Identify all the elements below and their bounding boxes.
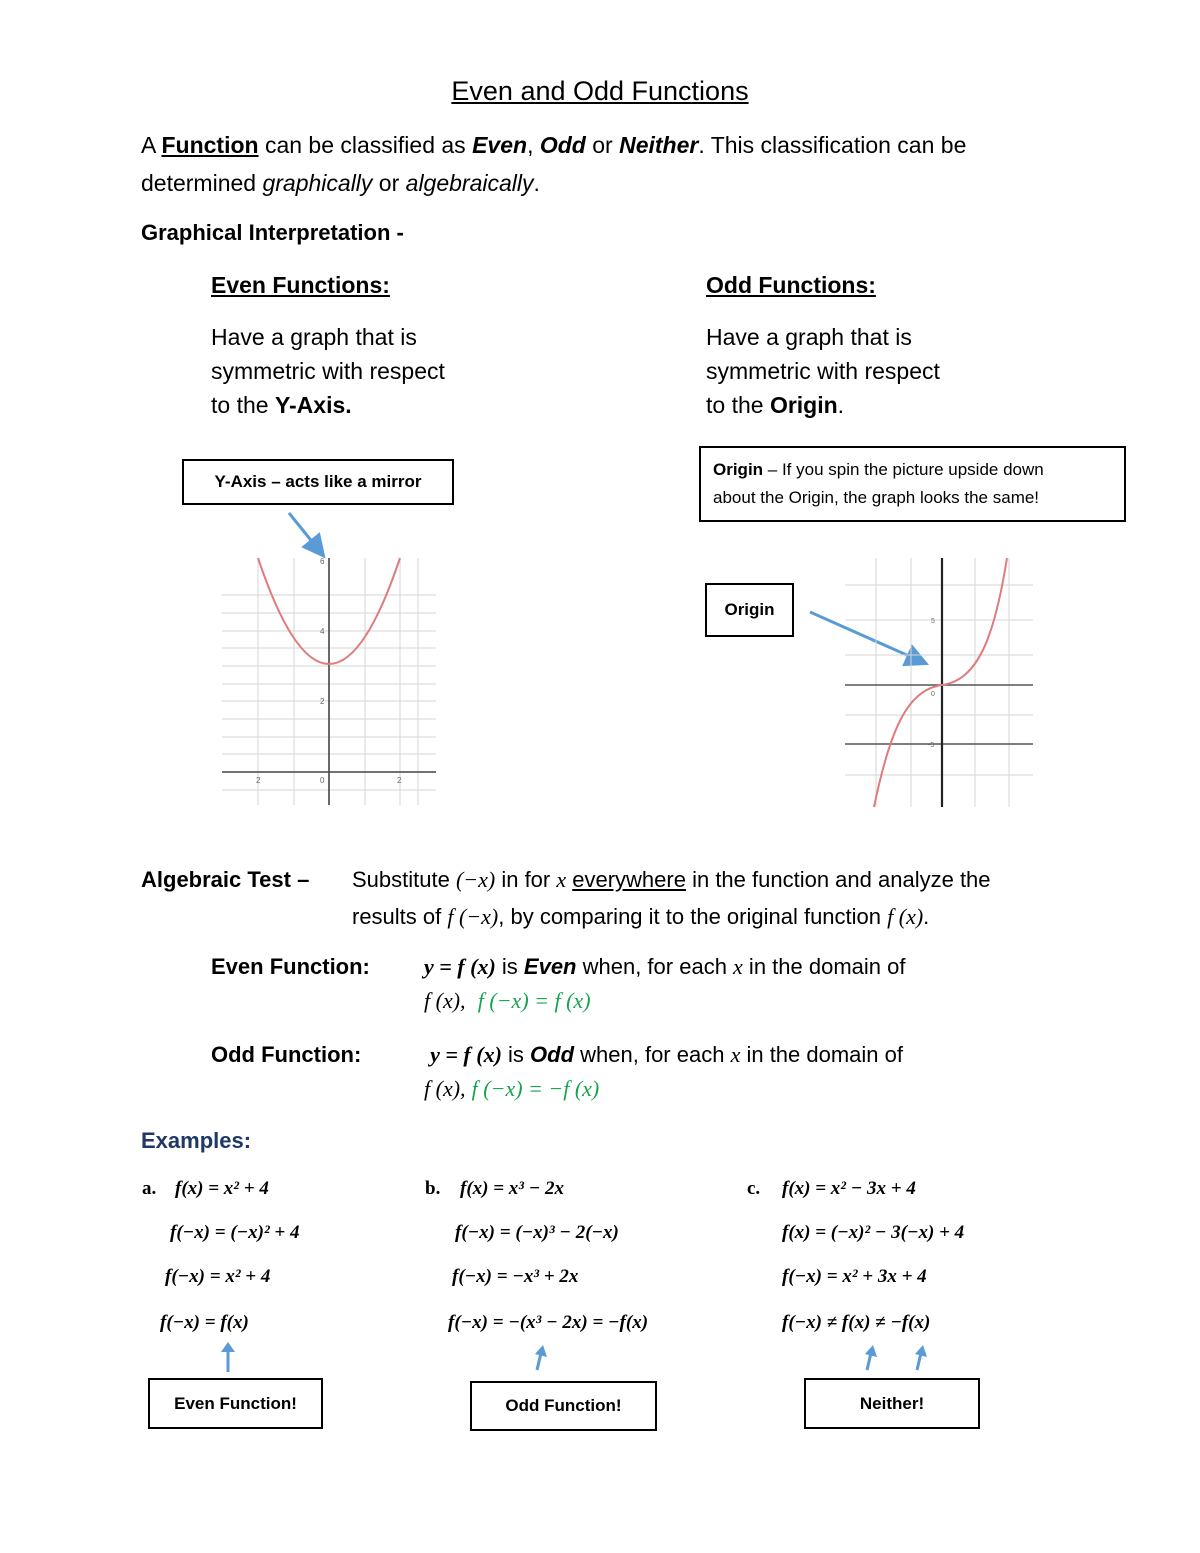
example-c-line-1: f(x) = x² − 3x + 4 (782, 1178, 916, 1199)
example-b-arrow-icon (530, 1344, 550, 1372)
examples-heading: Examples: (141, 1128, 252, 1153)
neither-result-box: Neither! (804, 1378, 980, 1429)
example-c-arrow-1-icon (860, 1344, 880, 1372)
intro-paragraph (141, 128, 1101, 200)
page-title: Even and Odd Functions (451, 76, 749, 106)
even-functions-heading: Even Functions: (211, 272, 390, 298)
odd-functions-column (706, 268, 1036, 422)
yaxis-callout-box: Y-Axis – acts like a mirror (182, 459, 454, 505)
example-c-arrow-2-icon (910, 1344, 930, 1372)
odd-function-graph (845, 555, 1035, 810)
odd-tick-y5: 5 (931, 618, 935, 625)
origin-callout-box: Origin – If you spin the picture upside down about the Origin, the graph looks the same! (699, 446, 1126, 522)
even-tick-x0: 0 (320, 776, 325, 785)
odd-term: Odd (539, 132, 586, 158)
even-function-graph (222, 553, 440, 808)
example-a-line-2: f(−x) = (−x)² + 4 (170, 1222, 300, 1243)
example-a-arrow-icon (218, 1340, 238, 1374)
even-term: Even (472, 132, 528, 158)
even-function-result-box: Even Function! (148, 1378, 323, 1429)
even-tick-y6: 6 (320, 557, 325, 566)
odd-desc-line-3: to the Origin. (706, 392, 845, 418)
even-condition: f (−x) = f (x) (477, 988, 591, 1013)
odd-function-result-box: Odd Function! (470, 1381, 657, 1431)
neither-term: Neither (619, 132, 699, 158)
function-term: Function (161, 132, 259, 158)
even-desc-line-2: symmetric with respect (211, 358, 445, 384)
odd-desc-line-1: Have a graph that is (706, 324, 912, 350)
algebraic-test-text: Substitute (−x) in for x everywhere in the function and analyze the results of f (−x), by comparing it to the original function f (x). (352, 867, 991, 929)
odd-graph-curve (874, 558, 1007, 807)
yaxis-arrow-icon (280, 505, 330, 560)
even-tick-y2: 2 (320, 697, 325, 706)
example-b-line-1: f(x) = x³ − 2x (460, 1178, 565, 1199)
odd-tick-yneg5: -5 (928, 742, 935, 749)
odd-tick-y0: 0 (931, 691, 935, 698)
even-tick-x2: 2 (397, 776, 402, 785)
odd-functions-heading: Odd Functions: (706, 272, 876, 298)
even-function-def-label: Even Function: (211, 954, 370, 979)
example-a-label: a. (142, 1178, 157, 1199)
even-function-definition: y = f (x) is Even when, for each x in the domain of f (x), f (−x) = f (x) (424, 954, 906, 1013)
intro-line-1: A Function can be classified as Even, Odd or Neither. This classification can be (141, 132, 967, 158)
even-desc-line-3: to the Y-Axis. (211, 392, 352, 418)
even-tick-xneg2: 2 (256, 776, 261, 785)
odd-function-def-label: Odd Function: (211, 1042, 362, 1067)
odd-desc-line-2: symmetric with respect (706, 358, 940, 384)
even-tick-y4: 4 (320, 627, 325, 636)
algebraic-test-label: Algebraic Test – (141, 867, 310, 892)
example-a-line-3: f(−x) = x² + 4 (165, 1266, 271, 1287)
example-a-line-1: f(x) = x² + 4 (175, 1178, 269, 1199)
odd-graph-grid (845, 558, 1033, 807)
even-desc-line-1: Have a graph that is (211, 324, 417, 350)
odd-function-definition: y = f (x) is Odd when, for each x in the domain of f (x), f (−x) = −f (x) (424, 1042, 904, 1101)
origin-label-box: Origin (705, 583, 794, 637)
even-functions-column (211, 268, 541, 422)
example-b-line-2: f(−x) = (−x)³ − 2(−x) (455, 1222, 619, 1243)
graphical-heading: Graphical Interpretation - (141, 220, 404, 245)
odd-condition: f (−x) = −f (x) (471, 1076, 600, 1101)
example-c-line-3: f(−x) = x² + 3x + 4 (782, 1266, 927, 1287)
example-a-line-4: f(−x) = f(x) (160, 1312, 249, 1333)
intro-line-2: determined graphically or algebraically. (141, 170, 540, 196)
example-c-label: c. (747, 1178, 761, 1199)
example-b-line-3: f(−x) = −x³ + 2x (452, 1266, 579, 1287)
example-b-label: b. (425, 1178, 441, 1199)
example-c-line-4: f(−x) ≠ f(x) ≠ −f(x) (782, 1312, 931, 1333)
example-b-line-4: f(−x) = −(x³ − 2x) = −f(x) (448, 1312, 649, 1333)
example-c-line-2: f(x) = (−x)² − 3(−x) + 4 (782, 1222, 965, 1243)
